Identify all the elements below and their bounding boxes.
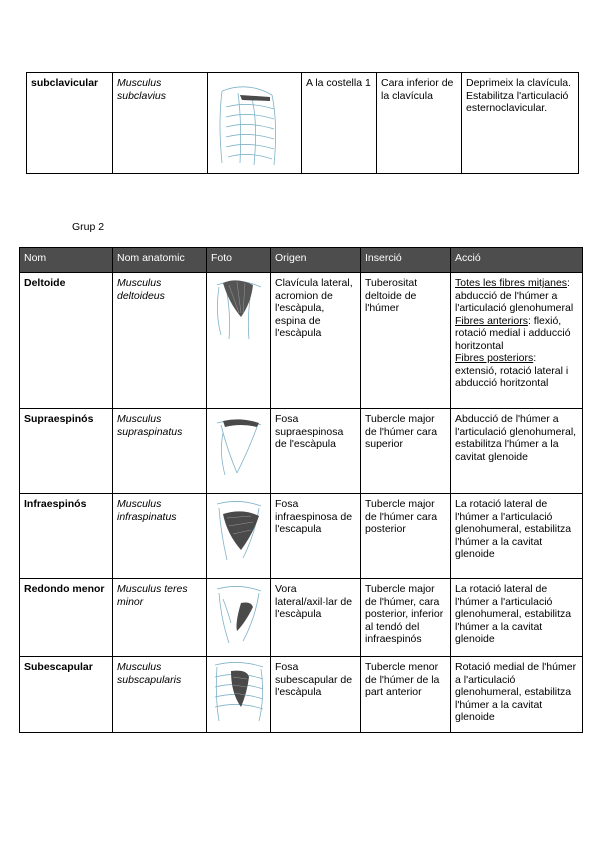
action-cell: Deprimeix la clavícula. Estabilitza l'articulació esternoclavicular.: [462, 73, 579, 174]
muscle-photo: [207, 579, 271, 657]
table-header-row: [20, 248, 583, 273]
muscle-photo: [207, 657, 271, 733]
anatomic-name: Musculus supraspinatus: [113, 409, 207, 494]
anatomic-name: Musculus infraspinatus: [113, 494, 207, 579]
muscle-name: Redondo menor: [20, 579, 113, 657]
muscle-photo: [207, 273, 271, 409]
origin-cell: Clavícula lateral, acromion de l'escàpula, espina de l'escàpula: [271, 273, 361, 409]
muscle-name: Infraespinós: [20, 494, 113, 579]
header-foto: Foto: [207, 248, 271, 273]
table-row: [20, 579, 583, 657]
anatomic-name: Musculus teres minor: [113, 579, 207, 657]
insertion-cell: Tubercle major de l'húmer, cara posterior, inferior al tendó del infraespinós: [361, 579, 451, 657]
origin-cell: Fosa supraespinosa de l'escàpula: [271, 409, 361, 494]
action-text-posterior-fibers: : extensió, rotació lateral i abducció horitzontal: [455, 352, 569, 389]
group-label: Grup 2: [72, 221, 105, 233]
muscle-name: subclavicular: [27, 73, 113, 174]
subclavius-table: [26, 72, 579, 174]
header-nom: Nom: [20, 248, 113, 273]
action-label-posterior-fibers: Fibres posteriors: [455, 352, 534, 364]
header-anatomic: Nom anatomic: [113, 248, 207, 273]
action-cell: [451, 273, 583, 409]
table-row: [20, 657, 583, 733]
muscle-name: Deltoide: [20, 273, 113, 409]
action-label-middle-fibers: Totes les fibres mitjanes: [455, 277, 568, 289]
infraspinatus-muscle-illustration: [207, 494, 271, 566]
action-label-anterior-fibers: Fibres anteriors: [455, 314, 528, 327]
origin-cell: A la costella 1: [302, 73, 377, 174]
muscle-photo: [207, 409, 271, 494]
insertion-cell: Tubercle menor de l'húmer de la part anterior: [361, 657, 451, 733]
header-origen: Origen: [271, 248, 361, 273]
teres-minor-muscle-illustration: [207, 579, 271, 649]
muscle-name: Subescapular: [20, 657, 113, 733]
action-text-anterior-fibers: : flexió, rotació medial i adducció horitzontal: [455, 314, 571, 352]
muscle-name: Supraespinós: [20, 409, 113, 494]
muscle-photo: [208, 73, 302, 174]
anatomic-name: Musculus deltoideus: [113, 273, 207, 409]
origin-cell: Fosa infraespinosa de l'escapula: [271, 494, 361, 579]
deltoid-muscle-illustration: [207, 273, 271, 343]
insertion-cell: Tuberositat deltoide de l'húmer: [361, 273, 451, 409]
origin-cell: Vora lateral/axil·lar de l'escàpula: [271, 579, 361, 657]
subscapularis-muscle-illustration: [207, 657, 271, 725]
table-row: [20, 494, 583, 579]
insertion-cell: Cara inferior de la clavícula: [377, 73, 462, 174]
group2-muscles-table: [19, 247, 583, 733]
insertion-cell: Tubercle major de l'húmer cara superior: [361, 409, 451, 494]
action-text-middle-fibers: : abducció de l'húmer a l'articulació glenohumeral: [455, 277, 574, 314]
insertion-cell: Tubercle major de l'húmer cara posterior: [361, 494, 451, 579]
action-cell: Rotació medial de l'húmer a l'articulació glenohumeral, estabilitza l'húmer a la cavitat glenoide: [451, 657, 583, 733]
supraspinatus-muscle-illustration: [207, 409, 271, 481]
table-row: [20, 273, 583, 409]
anatomic-name: Musculus subscapularis: [113, 657, 207, 733]
anatomic-name: Musculus subclavius: [113, 73, 208, 174]
action-cell: La rotació lateral de l'húmer a l'articulació glenohumeral, estabilitza l'húmer a la cavitat glenoide: [451, 494, 583, 579]
subclavius-muscle-illustration: [208, 73, 302, 173]
header-accio: Acció: [451, 248, 583, 273]
action-cell: Abducció de l'húmer a l'articulació glenohumeral, estabilitza l'húmer a la cavitat glenoide: [451, 409, 583, 494]
table-row: [27, 73, 579, 174]
action-cell: La rotació lateral de l'húmer a l'articulació glenohumeral, estabilitza l'húmer a la cavitat glenoide: [451, 579, 583, 657]
origin-cell: Fosa subescapular de l'escàpula: [271, 657, 361, 733]
table-row: [20, 409, 583, 494]
header-insercio: Inserció: [361, 248, 451, 273]
muscle-photo: [207, 494, 271, 579]
